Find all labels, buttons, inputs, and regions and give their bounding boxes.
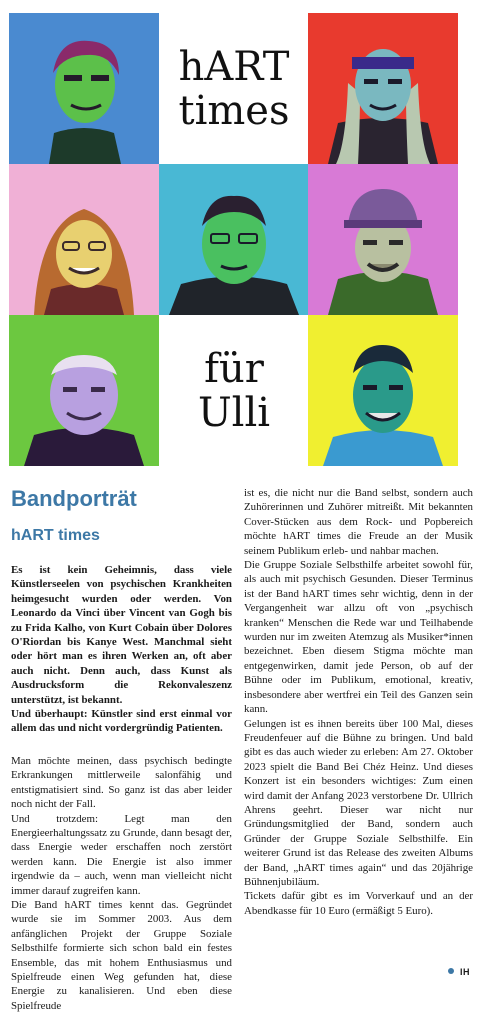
portrait-tile-7 bbox=[308, 315, 458, 466]
portrait-tile-4 bbox=[159, 164, 309, 315]
author-initials-text: IH bbox=[460, 967, 470, 977]
portrait-tile-3 bbox=[9, 164, 159, 315]
page-subheading: hART times bbox=[11, 527, 100, 544]
collage-subtitle-line-2: Ulli bbox=[197, 389, 271, 436]
portrait-image bbox=[9, 13, 159, 164]
page-heading: Bandporträt bbox=[11, 486, 137, 511]
portrait-tile-1 bbox=[9, 13, 159, 164]
right-column bbox=[244, 486, 473, 918]
bullet-dot-icon bbox=[448, 968, 454, 974]
intro-paragraph: Es ist kein Geheimnis, dass viele Künstlerseelen von psychischen Krankheiten heimgesucht wurden oder werden. Von Leonardo da Vinci über Vincent van Gogh bis zu Frida Kalho, von Kurt Cobain über Dolores O'Riordan bis Kanye West. Manchmal sieht oder hört man es ihren Werken an, oft aber auch nicht. Denn auch, dass Kunst als Ausdrucksform die Rekonvaleszenz unterstützt, ist bekannt. bbox=[11, 564, 232, 706]
body-paragraph: Tickets dafür gibt es im Vorverkauf und an der Abendkasse für 10 Euro (ermäßigt 5 Euro). bbox=[244, 890, 473, 917]
title-tile bbox=[159, 13, 309, 164]
body-paragraph: Die Band hART times kennt das. Gegründet wurde sie im Sommer 2003. Aus dem anfänglichen Projekt der Gruppe Soziale Selbsthilfe formierte sich schon bald ein festes Ensemble, das mit hohem Enthusiasmus und Spielfreude einen Weg gefunden hat, diese Energie zu kanalisieren. Und eben diese Spielfreude bbox=[11, 898, 232, 1012]
portrait-image bbox=[308, 13, 458, 164]
body-paragraph: Die Gruppe Soziale Selbsthilfe arbeitet sowohl für, als auch mit psychisch Gesunden. Dieser Terminus ist der Band hART times sehr wichtig, denn in der Vergangenheit war allzu oft von „psychisch kranken“ Menschen die Rede war und Teilhabende wurden nur im zweiten Atemzug als Musiker*innen bezeichnet. Eben diesem Stigma möchte man entgegenwirken, damit jede Person, ob auf der Bühne oder im Publikum, emotional, kreativ, insbesondere aber wertfrei ein Teil des Ganzen sein kann. bbox=[244, 559, 473, 716]
portrait-tile-5 bbox=[308, 164, 458, 315]
portrait-tile-6 bbox=[9, 315, 159, 466]
author-initials bbox=[448, 967, 470, 977]
portrait-collage bbox=[9, 13, 458, 467]
collage-title-line-1: hART bbox=[178, 43, 290, 90]
collage-subtitle-line-1: für bbox=[204, 345, 264, 392]
subtitle-tile bbox=[159, 315, 309, 466]
body-paragraph: ist es, die nicht nur die Band selbst, sondern auch Zuhörerinnen und Zuhörer mitreißt. Mit bekannten Cover-Stücken aus dem Rock- und Popbereich möchte hART times die Freude an der Musik seinem Publikum erleb- und nahbar machen. bbox=[244, 487, 473, 557]
portrait-image bbox=[159, 164, 309, 315]
body-paragraph: Man möchte meinen, dass psychisch bedingte Erkrankungen mittlerweile salonfähig und entstigmatisiert sind. So ganz ist das aber leider noch nicht der Fall. bbox=[11, 754, 232, 811]
portrait-tile-2 bbox=[308, 13, 458, 164]
collage-title-line-2: times bbox=[178, 87, 290, 134]
portrait-image bbox=[9, 315, 159, 466]
left-column bbox=[11, 563, 232, 1013]
portrait-image bbox=[308, 164, 458, 315]
body-paragraph: Gelungen ist es ihnen bereits über 100 Mal, dieses Freudenfeuer auf die Bühne zu bringen. Und bald gibt es das auch wieder zu erleben: Am 27. Oktober 2023 spielt die Band Bei Chéz Heinz. Und dieses Konzert ist ein besonders wichtiges: Zum einen wird damit der Anfang 2023 verstorbene Dr. Ullrich Ahrens geehrt. Dieser war nicht nur Gründungsmitglied der Band, sondern auch Gründer der Gruppe Soziale Selbsthilfe. Ein weiterer Grund ist das Release des zweiten Albums der Band, „hART times again“ und das 20jährige Bühnenjubiläum. bbox=[244, 717, 473, 888]
body-paragraph: Und trotzdem: Legt man den Energieerhaltungssatz zu Grunde, dann besagt der, dass Energie weder erschaffen noch zerstört werden kann. Die Energie ist also immer irgendwie da – auch, wenn man vielleicht nicht immer darauf zugreifen kann. bbox=[11, 812, 232, 897]
portrait-image bbox=[9, 164, 159, 315]
portrait-image bbox=[308, 315, 458, 466]
intro-paragraph: Und überhaupt: Künstler sind erst einmal vor allem das und nicht vordergründig Patienten. bbox=[11, 708, 232, 735]
